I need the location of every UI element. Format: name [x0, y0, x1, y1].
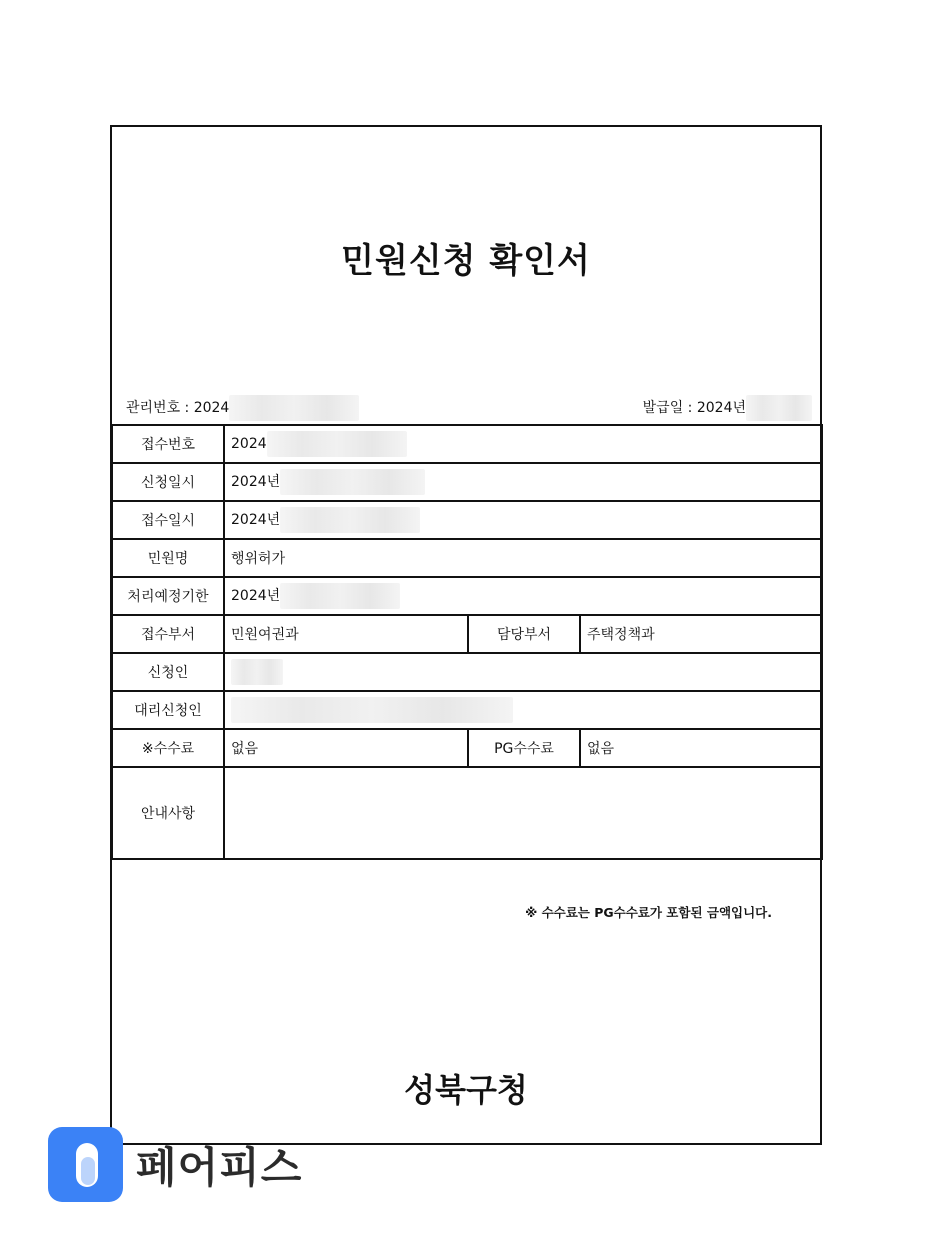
- fee-note: ※ 수수료는 PG수수료가 포함된 금액입니다.: [525, 905, 772, 920]
- issue-date: [643, 395, 812, 421]
- receipt-datetime-label: 접수일시: [112, 501, 224, 539]
- receipt-dept-label: 접수부서: [112, 615, 224, 653]
- certificate-document: [110, 125, 822, 1145]
- receipt-dept-value: 민원여권과: [224, 615, 468, 653]
- table-row: [112, 767, 822, 859]
- table-row: [112, 615, 822, 653]
- document-title: 민원신청 확인서: [341, 241, 591, 281]
- pg-fee-label: PG수수료: [468, 729, 580, 767]
- apply-datetime-label: 신청일시: [112, 463, 224, 501]
- brand-watermark: [48, 1127, 308, 1203]
- pg-fee-value: 없음: [580, 729, 822, 767]
- deadline-value: 2024년: [224, 577, 822, 615]
- apply-datetime-value: 2024년: [224, 463, 822, 501]
- proxy-applicant-value: [224, 691, 822, 729]
- table-row: [112, 653, 822, 691]
- notice-label: 안내사항: [112, 767, 224, 859]
- brand-pill-shadow-icon: [81, 1157, 95, 1185]
- redacted-area: [280, 583, 400, 609]
- receipt-no-value: 2024: [224, 425, 822, 463]
- fee-label: ※수수료: [112, 729, 224, 767]
- receipt-no-label: 접수번호: [112, 425, 224, 463]
- table-row: [112, 729, 822, 767]
- table-row: [112, 577, 822, 615]
- brand-name: 페어피스: [136, 1143, 303, 1192]
- fee-value: 없음: [224, 729, 468, 767]
- receipt-datetime-value: 2024년: [224, 501, 822, 539]
- redacted-area: [280, 507, 420, 533]
- redacted-area: [231, 659, 283, 685]
- redacted-area: [267, 431, 407, 457]
- applicant-label: 신청인: [112, 653, 224, 691]
- table-row: [112, 463, 822, 501]
- responsible-dept-label: 담당부서: [468, 615, 580, 653]
- table-row: [112, 691, 822, 729]
- table-row: [112, 425, 822, 463]
- redacted-area: [280, 469, 425, 495]
- petition-name-label: 민원명: [112, 539, 224, 577]
- management-number: [126, 395, 359, 421]
- deadline-label: 처리예정기한: [112, 577, 224, 615]
- redacted-area: [231, 697, 513, 723]
- table-row: [112, 501, 822, 539]
- responsible-dept-value: 주택정책과: [580, 615, 822, 653]
- petition-name-value: 행위허가: [224, 539, 822, 577]
- issue-date-label: 발급일 : 2024년: [642, 400, 746, 416]
- redacted-area: [746, 395, 812, 421]
- proxy-applicant-label: 대리신청인: [112, 691, 224, 729]
- table-row: [112, 539, 822, 577]
- management-number-label: 관리번호 : 2024: [126, 400, 230, 416]
- issuer-name: 성북구청: [404, 1071, 528, 1109]
- notice-value: [224, 767, 822, 859]
- info-table: [111, 424, 823, 860]
- applicant-value: [224, 653, 822, 691]
- redacted-area: [229, 395, 359, 421]
